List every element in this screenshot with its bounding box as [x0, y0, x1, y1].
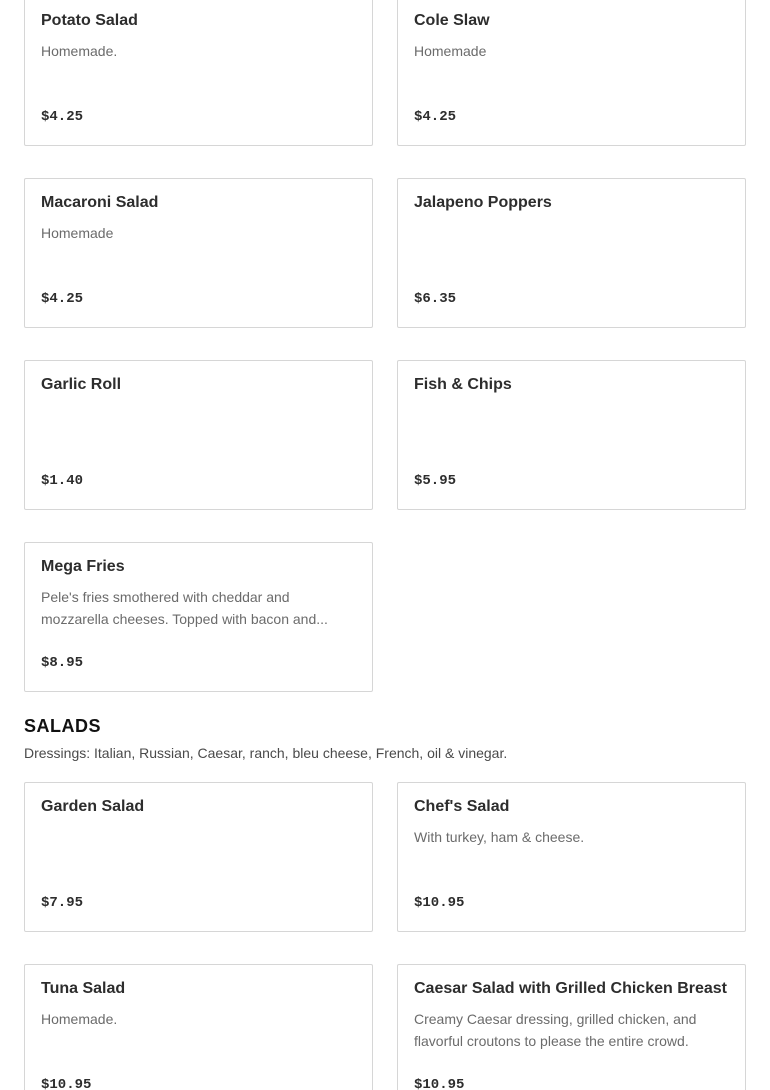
item-name: Chef's Salad — [414, 798, 510, 815]
menu-item-card[interactable] — [24, 0, 373, 146]
item-price: $10.95 — [414, 895, 465, 911]
item-name: Macaroni Salad — [41, 194, 159, 211]
menu-item-card[interactable] — [397, 0, 746, 146]
item-name: Cole Slaw — [414, 12, 490, 29]
item-name: Garden Salad — [41, 798, 145, 815]
menu-item-card[interactable] — [24, 178, 373, 328]
menu-item-card[interactable] — [397, 964, 746, 1090]
item-description: Pele's fries smothered with cheddar and mozzarella cheeses. Topped with bacon and... — [41, 589, 328, 627]
menu-item-card[interactable] — [397, 360, 746, 510]
menu-item-card[interactable] — [24, 360, 373, 510]
item-name: Mega Fries — [41, 558, 125, 575]
item-price: $5.95 — [414, 473, 457, 489]
item-price: $4.25 — [41, 291, 84, 307]
menu-item-card[interactable] — [397, 178, 746, 328]
menu-item-card[interactable] — [24, 964, 373, 1090]
item-price: $8.95 — [41, 655, 84, 671]
item-name: Fish & Chips — [414, 376, 512, 393]
item-name: Caesar Salad with Grilled Chicken Breast — [414, 980, 728, 997]
menu-item-card[interactable] — [397, 782, 746, 932]
item-description: With turkey, ham & cheese. — [414, 829, 585, 845]
item-name: Tuna Salad — [41, 980, 126, 997]
item-description: Homemade. — [41, 1011, 118, 1027]
menu-item-card[interactable] — [24, 782, 373, 932]
item-description: Homemade — [41, 225, 114, 241]
item-price: $4.25 — [414, 109, 457, 125]
item-price: $4.25 — [41, 109, 84, 125]
item-description: Creamy Caesar dressing, grilled chicken, and flavorful croutons to please the entire crowd. — [414, 1011, 697, 1049]
item-price: $10.95 — [414, 1077, 465, 1090]
item-price: $10.95 — [41, 1077, 92, 1090]
item-name: Jalapeno Poppers — [414, 194, 552, 211]
section-description: Dressings: Italian, Russian, Caesar, ranch, bleu cheese, French, oil & vinegar. — [24, 745, 508, 761]
item-price: $7.95 — [41, 895, 84, 911]
section-title: SALADS — [24, 716, 102, 736]
menu-item-card[interactable] — [24, 542, 373, 692]
item-price: $6.35 — [414, 291, 457, 307]
item-name: Garlic Roll — [41, 376, 122, 393]
item-description: Homemade. — [41, 43, 118, 59]
item-price: $1.40 — [41, 473, 84, 489]
item-description: Homemade — [414, 43, 487, 59]
item-name: Potato Salad — [41, 12, 138, 29]
